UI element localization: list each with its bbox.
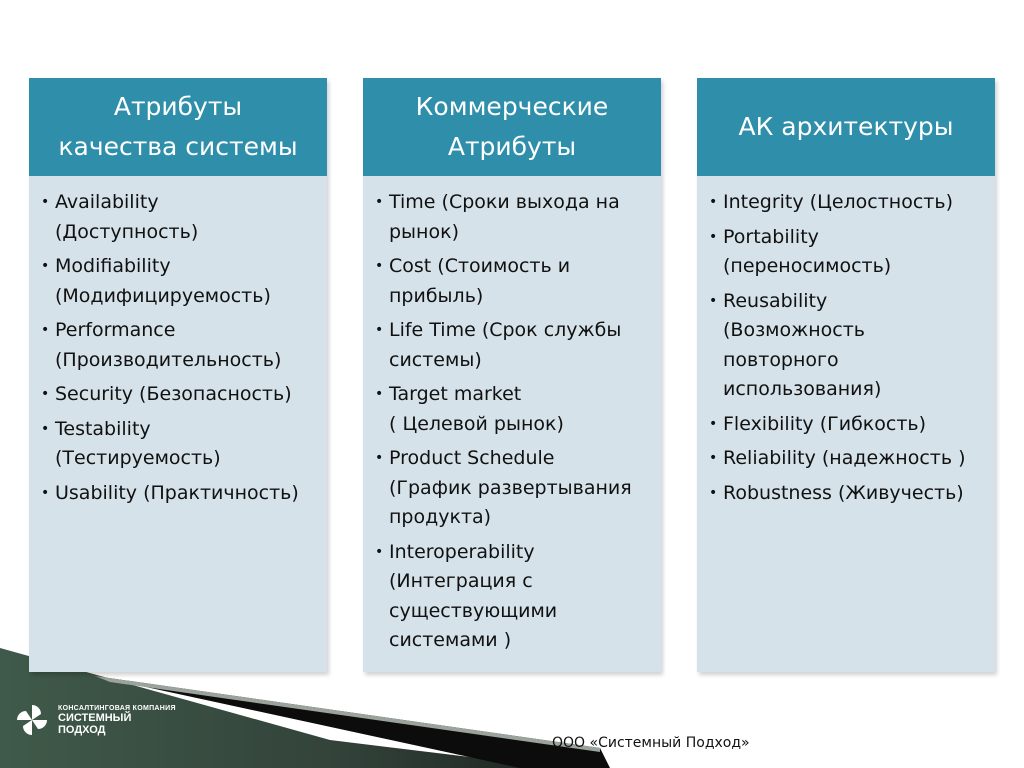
item-text: Reusability	[723, 289, 828, 312]
footer-company-name: ООО «Системный Подход»	[552, 735, 750, 751]
column-list	[29, 176, 327, 508]
bullet-icon: •	[709, 292, 718, 309]
item-text: существующими	[389, 599, 558, 622]
item-text: Usability (Практичность)	[55, 481, 299, 504]
logo-tagline: КОНСАЛТИНГОВАЯ КОМПАНИЯ	[58, 704, 176, 712]
item-text: (Модифицируемость)	[55, 284, 271, 307]
bullet-icon: •	[375, 258, 384, 274]
list-item	[41, 252, 321, 311]
column-title-line: Коммерческие	[415, 92, 609, 121]
item-text: (Возможность	[723, 319, 866, 341]
bullet-icon: •	[375, 194, 384, 210]
column-title-line: Атрибуты	[447, 132, 577, 161]
item-text: Performance	[55, 319, 176, 341]
bullet-icon: •	[41, 386, 50, 402]
bullet-icon: •	[41, 484, 50, 501]
company-logo	[14, 702, 176, 738]
bullet-icon: •	[709, 194, 718, 210]
list-item	[375, 188, 655, 247]
list-item	[41, 415, 321, 474]
item-text: (переносимость)	[723, 255, 892, 277]
list-item	[709, 479, 989, 509]
list-item	[375, 380, 655, 439]
column-list	[363, 176, 661, 656]
bullet-icon: •	[709, 415, 718, 432]
item-text: Life Time (Срок службы	[389, 319, 622, 341]
item-text: Integrity (Целостность)	[723, 191, 953, 213]
item-text: Modifiability	[55, 255, 171, 277]
item-text: (Доступность)	[55, 220, 199, 243]
list-item	[41, 479, 321, 509]
item-text: Target market	[389, 383, 522, 405]
item-text: ( Целевой рынок)	[389, 412, 564, 435]
item-text: Security (Безопасность)	[55, 383, 292, 405]
pinwheel-logo-icon	[14, 702, 50, 738]
column-title-line: АК архитектуры	[738, 112, 954, 141]
bullet-icon: •	[375, 450, 384, 466]
list-item	[709, 410, 989, 440]
item-text: Product Schedule	[389, 447, 555, 469]
item-text: рынок)	[389, 220, 459, 243]
bullet-icon: •	[41, 258, 50, 274]
list-item	[375, 316, 655, 375]
logo-name-line: СИСТЕМНЫЙ	[58, 711, 132, 724]
logo-text	[58, 705, 176, 736]
item-text: Reliability (надежность )	[723, 447, 966, 469]
bullet-icon: •	[709, 450, 718, 466]
bullet-icon: •	[41, 420, 50, 437]
list-item	[41, 316, 321, 375]
column-header	[363, 78, 661, 176]
list-item	[709, 444, 989, 474]
item-text: повторного	[723, 348, 839, 371]
bullet-icon: •	[375, 543, 384, 560]
bullet-icon: •	[709, 228, 718, 245]
column-list	[697, 176, 995, 508]
list-item	[709, 223, 989, 282]
bullet-icon: •	[375, 322, 384, 338]
item-text: Flexibility (Гибкость)	[723, 412, 927, 435]
item-text: продукта)	[389, 506, 492, 528]
bullet-icon: •	[41, 194, 50, 210]
column-title-line: Атрибуты	[113, 92, 243, 121]
item-text: Time (Сроки выхода на	[389, 191, 620, 213]
item-text: системами )	[389, 629, 512, 651]
list-item	[375, 538, 655, 656]
list-item	[375, 252, 655, 311]
item-text: (Производительность)	[55, 348, 282, 371]
bullet-icon: •	[709, 484, 718, 501]
column-architecture-attributes	[697, 78, 995, 672]
column-title-line: качества системы	[58, 132, 298, 161]
item-text: Portability	[723, 225, 819, 248]
item-text: Robustness (Живучесть)	[723, 481, 964, 504]
column-quality-attributes	[29, 78, 327, 672]
list-item	[41, 380, 321, 410]
item-text: (Тестируемость)	[55, 447, 221, 469]
list-item	[375, 444, 655, 533]
column-header	[29, 78, 327, 176]
item-text: Testability	[55, 417, 151, 440]
item-text: использования)	[723, 378, 882, 400]
item-text: Cost (Стоимость и	[389, 255, 571, 277]
list-item	[41, 188, 321, 247]
item-text: (Интеграция с	[389, 570, 533, 592]
item-text: (График развертывания	[389, 476, 632, 499]
column-commercial-attributes	[363, 78, 661, 672]
item-text: прибыль)	[389, 284, 484, 307]
item-text: системы)	[389, 348, 482, 371]
bullet-icon: •	[41, 322, 50, 338]
list-item	[709, 287, 989, 405]
item-text: Interoperability	[389, 540, 535, 563]
logo-name-line: ПОДХОД	[58, 723, 106, 736]
list-item	[709, 188, 989, 218]
column-header	[697, 78, 995, 176]
bullet-icon: •	[375, 386, 384, 402]
item-text: Availability	[55, 191, 159, 213]
